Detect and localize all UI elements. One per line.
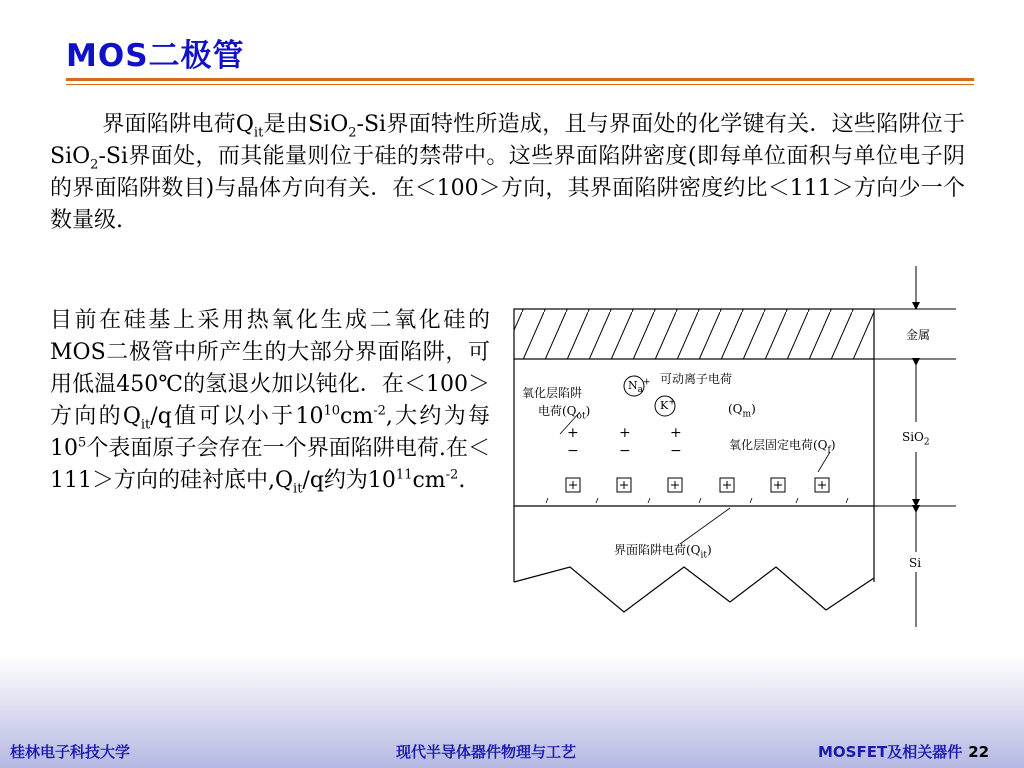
slide-title: MOS二极管 <box>66 38 245 74</box>
sio2-label: SiO$_2$ <box>902 430 930 448</box>
k-ion-label: K+ <box>660 397 676 412</box>
mobile-charge-label: 可动离子电荷 <box>660 372 733 386</box>
oxide-trap-plus-3: + <box>670 425 682 441</box>
oxide-trap-minus-1: − <box>567 443 579 459</box>
fixed-charge-label: 氧化层固定电荷$(Q_f)$ <box>729 438 836 456</box>
page-number: 22 <box>968 743 990 761</box>
oxide-trap-label-line1: 氧化层陷阱 <box>522 386 583 400</box>
oxide-trap-plus-2: + <box>619 425 631 441</box>
si-label: Si <box>909 556 922 570</box>
metal-label: 金属 <box>906 328 931 342</box>
substrate-break-line <box>514 567 874 612</box>
mos-charge-diagram <box>500 262 970 634</box>
footer-university: 桂林电子科技大学 <box>10 743 131 761</box>
title-rule-thin <box>66 84 974 85</box>
metal-layer <box>514 309 874 359</box>
intro-paragraph: 界面陷阱电荷$Q_{it}$是由SiO$_2$-Si界面特性所造成，且与界面处的化学键有关．这些陷阱位于SiO$_2$-Si界面处，而其能量则位于硅的禁带中。这些界面陷阱密度(即每单位面积与单位电子阴的界面陷阱数目)与晶体方向有关．在＜100＞方向，其界面陷阱密度约比＜111＞方向少一个数量级. <box>50 112 965 233</box>
oxide-trap-label-line2: 电荷$(Q_{ot})$ <box>538 404 591 422</box>
footer-course: 现代半导体器件物理与工艺 <box>396 743 577 761</box>
title-rule-thick <box>66 78 974 81</box>
interface-charge-label: 界面陷阱电荷$(Q_{it})$ <box>614 543 712 561</box>
qm-label: $(Q_m)$ <box>728 402 756 420</box>
interface-trap-marks <box>546 498 848 503</box>
fixed-charge-boxes <box>566 478 829 492</box>
oxide-trap-minus-2: − <box>619 443 631 459</box>
na-ion-label: $N_a^+$ <box>628 377 651 396</box>
oxide-trap-minus-3: − <box>670 443 682 459</box>
passivation-paragraph: 目前在硅基上采用热氧化生成二氧化硅的MOS二极管中所产生的大部分界面陷阱，可用低温450℃的氢退火加以钝化．在＜100＞方向的$Q_{it}/q$值可以小于$10^{10}cm^{-2}$,大约为每$10^5$个表面原子会存在一个界面陷阱电荷.在＜111＞方向的硅衬底中$,Q_{it}/q$约为$10^{11}cm^{-2}$. <box>50 308 490 497</box>
oxide-trap-plus-1: + <box>567 425 579 441</box>
footer-chapter: MOSFET及相关器件 22 <box>818 743 990 761</box>
